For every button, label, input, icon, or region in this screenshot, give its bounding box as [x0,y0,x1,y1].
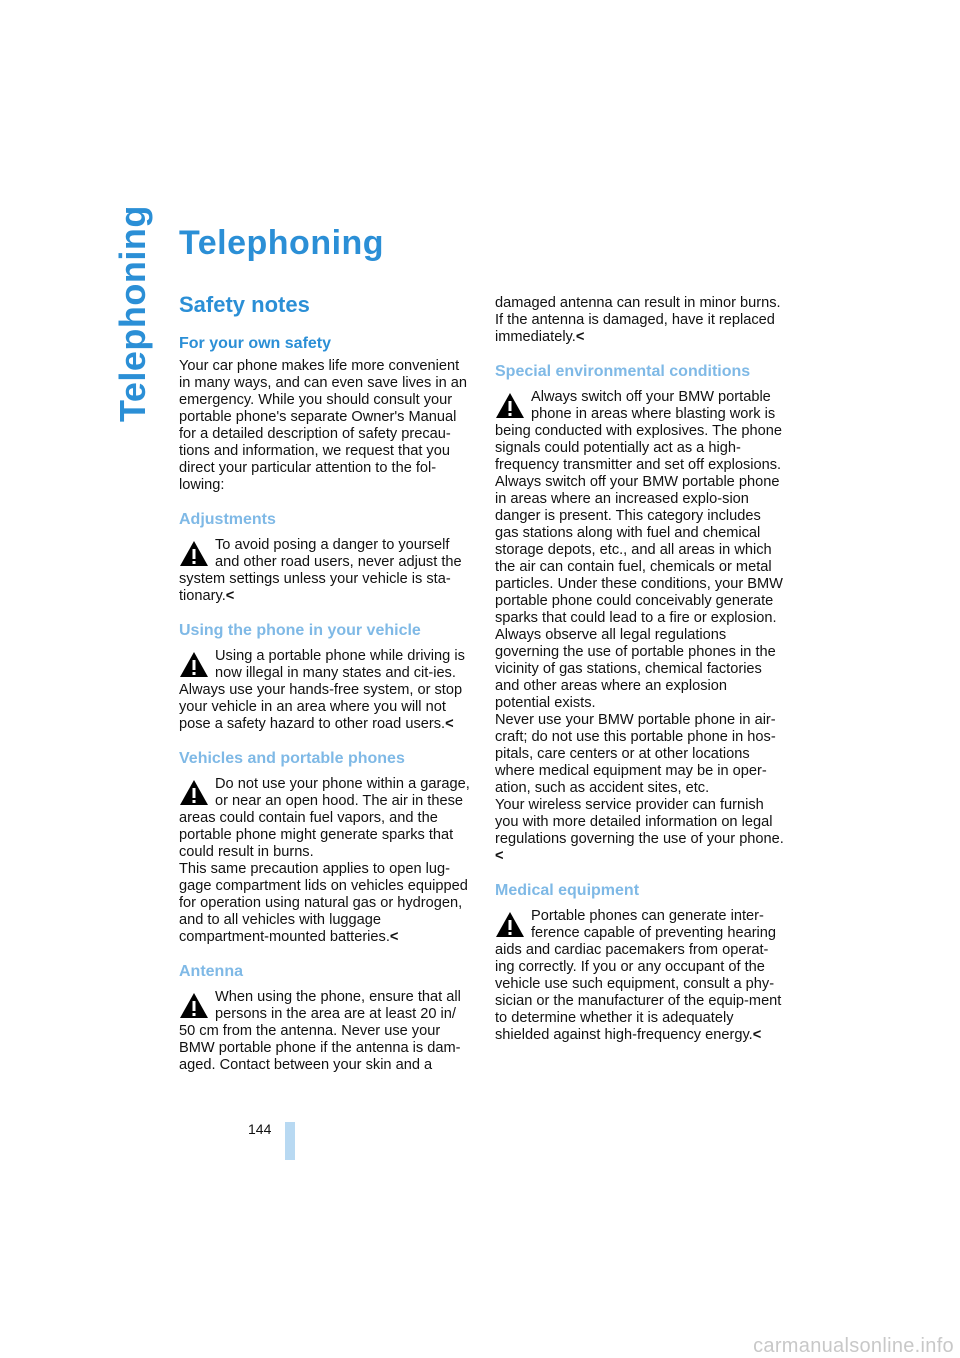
heading-own-safety: For your own safety [179,335,332,352]
section-using-phone [179,621,470,733]
warning-medical-equipment [495,908,786,1044]
side-chapter-title-text: Telephoning [112,205,153,422]
paragraph-antenna-continued: damaged antenna can result in minor burns. [495,295,781,311]
right-column [495,295,786,1060]
warning-text-adjustments: To avoid posing a danger to yourself and other road users, never adjust the system settings unless your vehicle is sta-tionary. [179,537,462,604]
end-mark: < [225,588,235,604]
paragraph-special-2: Always switch off your BMW portable phone in areas where an increased explo-sion danger is present. This category includes gas stations along with fuel and chemical storage depots, etc., and all areas in which the air can contain fuel, chemicals or metal particles. Under these conditions, your BMW portable phone could conceivably generate sparks that could lead to a fire or explosion. Always observe all legal regulations governing the use of portable phones in the vicinity of gas stations, chemical factories and other areas where an explosion potential exists. [495,474,783,711]
watermark: carmanualsonline.info [753,1335,954,1357]
warning-triangle-icon [179,779,209,806]
heading-using-phone: Using the phone in your vehicle [179,622,421,639]
section-special-conditions [495,362,786,865]
end-mark: < [445,716,454,732]
end-mark: < [575,329,585,345]
section-adjustments [179,510,470,605]
warning-triangle-icon [179,540,209,567]
paragraph-vehicles-2 [179,861,470,946]
warning-triangle-icon [495,911,525,938]
warning-text-special-1: Always switch off your BMW portable phone in areas where blasting work is being conducted with explosives. The phone signals could potentially act as a high-frequency transmitter and set off explosions. [495,389,782,473]
section-antenna-continued [495,295,786,346]
paragraph-antenna-replace [495,312,786,346]
paragraph-antenna-replace-text: If the antenna is damaged, have it replaced immediately. [495,312,775,345]
paragraph-special-3: Never use your BMW portable phone in air-craft; do not use this portable phone in hos-pitals, care centers or at other locations where medical equipment may be in oper-ation, such as accident sites, etc. [495,712,776,796]
warning-text-vehicles: Do not use your phone within a garage, or near an open hood. The air in these areas could contain fuel vapors, and the portable phone might generate sparks that could result in burns. [179,776,470,860]
end-mark: < [495,848,504,864]
section-medical-equipment [495,881,786,1044]
warning-triangle-icon [495,392,525,419]
warning-adjustments [179,537,470,605]
heading-antenna: Antenna [179,963,243,980]
warning-triangle-icon [179,992,209,1019]
heading-special-conditions: Special environmental conditions [495,363,751,380]
left-column [179,292,470,1090]
warning-text-antenna: When using the phone, ensure that all persons in the area are at least 20 in/ 50 cm from the antenna. Never use your BMW portable phone if the antenna is dam-aged. Contact between your skin and a [179,989,461,1073]
warning-special-conditions [495,389,786,865]
warning-text-medical: Portable phones can generate inter-ference capable of preventing hearing aids and cardiac pacemakers from operat-ing correctly. If you or any occupant of the vehicle use such equipment, consult a phy-sician or the manufacturer of the equip-ment to determine whether it is adequately shielded against high-frequency energy. [495,908,782,1043]
section-title-safety-notes: Safety notes [179,292,310,317]
warning-triangle-icon [179,651,209,678]
section-own-safety [179,334,470,494]
heading-adjustments: Adjustments [179,511,276,528]
paragraph-vehicles-2-text: This same precaution applies to open lug-gage compartment lids on vehicles equipped for operation using natural gas or hydrogen, and to all vehicles with luggage compartment-mounted batteries. [179,861,468,945]
end-mark: < [752,1027,762,1043]
warning-using-phone [179,648,470,733]
heading-medical-equipment: Medical equipment [495,882,640,899]
section-vehicles [179,749,470,946]
heading-vehicles: Vehicles and portable phones [179,750,405,767]
paragraph-special-4-text: Your wireless service provider can furnish you with more detailed information on legal regulations governing the use of your phone. [495,797,784,847]
page-number: 144 [248,1121,272,1137]
warning-vehicles [179,776,470,946]
paragraph-own-safety: Your car phone makes life more convenient in many ways, and can even save lives in an emergency. While you should consult your portable phone's separate Owner's Manual for a detailed description of safety precau-tions and information, we request that you direct your particular attention to the fol-lowing: [179,358,467,493]
warning-antenna [179,989,470,1074]
paragraph-special-4 [495,797,786,865]
page-number-bar [285,1122,295,1160]
end-mark: < [389,929,399,945]
section-antenna [179,962,470,1074]
page-title: Telephoning [179,224,385,262]
side-chapter-title [112,205,160,422]
warning-text-using-phone: Using a portable phone while driving is now illegal in many states and cit-ies. Always use your hands-free system, or stop your vehicle in an area where you will not pose a safety hazard to other road users. [179,648,465,732]
